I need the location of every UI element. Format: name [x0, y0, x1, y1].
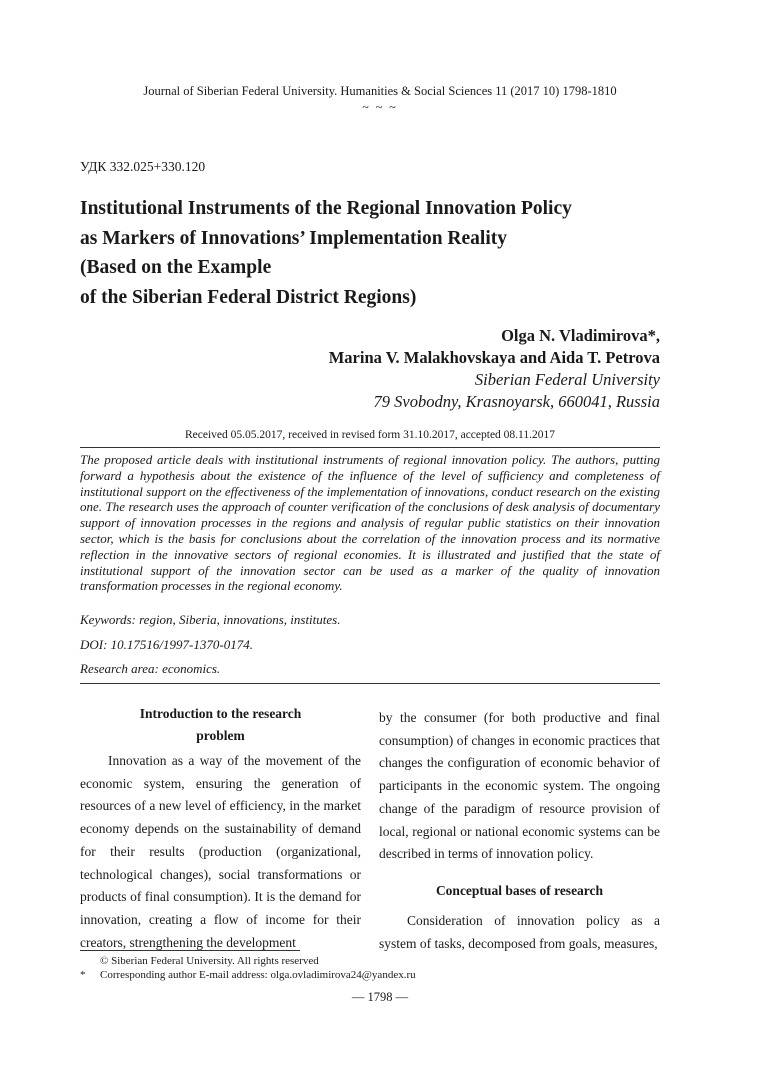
title-line: (Based on the Example	[80, 257, 272, 278]
footnote-corresponding	[80, 969, 416, 981]
left-column	[80, 703, 361, 954]
abstract: The proposed article deals with institutional instruments of regional innovation policy. The authors, putting forward a hypothesis about the existence of the influence of the level of sufficiency and completeness of institutional support on the effectiveness of the implementation of innovations, conduct research on the existing one. The research uses the approach of counter verification of the conclusions of desk analysis of documentary support of innovation processes in the regions and analysis of regular public statistics on their innovation sector, which is the basis for conclusions about the correlation of the innovation process and its normative reflection in the innovative sectors of regional economies. It is illustrated and justified that the state of institutional support of the innovation sector can be used as a marker of the quality of innovation transformation processes in the regional economy.	[80, 452, 660, 594]
udk-code: УДК 332.025+330.120	[80, 159, 206, 174]
received-dates: Received 05.05.2017, received in revised form 31.10.2017, accepted 08.11.2017	[184, 429, 556, 441]
affiliation: Siberian Federal University	[474, 370, 660, 389]
section-heading-intro	[80, 703, 361, 747]
author-block	[260, 325, 660, 413]
right-paragraph-2: Consideration of innovation policy as a system of tasks, decomposed from goals, measures,	[379, 912, 660, 951]
section-heading-conceptual: Conceptual bases of research	[435, 882, 604, 898]
heading-line: problem	[196, 728, 245, 743]
doi: DOI: 10.17516/1997-1370-0174.	[80, 637, 253, 652]
address: 79 Svobodny, Krasnoyarsk, 660041, Russia	[373, 392, 660, 411]
header-separator: ~ ~ ~	[362, 100, 398, 114]
abstract-bottom-rule	[80, 683, 660, 684]
footnote-rule	[80, 950, 300, 951]
intro-paragraph: Innovation as a way of the movement of the economic system, ensuring the generation of resources of a new level of efficiency, in the market economy depends on the sustainability of demand for their results (production (organizational, technological changes), social transformations or products of final consumption). It is the demand for innovation, creating a flow of income for their creators, strengthening the development	[80, 753, 361, 950]
corresponding-text: Corresponding author E-mail address: olga.ovladimirova24@yandex.ru	[100, 969, 416, 981]
right-paragraph-1: by the consumer (for both productive and final consumption) of changes in economic practices that changes the configuration of economic behavior of participants in the economic system. The ongoing change of the paradigm of resource provision of local, regional or national economic systems can be described in terms of innovation policy.	[379, 710, 660, 862]
keywords: Keywords: region, Siberia, innovations, institutes.	[80, 612, 341, 627]
right-column	[379, 707, 660, 955]
page-number: — 1798 —	[351, 990, 409, 1004]
article-title	[80, 194, 680, 312]
footnote-marker: *	[80, 969, 86, 981]
research-area: Research area: economics.	[80, 661, 221, 676]
copyright-text: © Siberian Federal University. All rights reserved	[100, 955, 319, 967]
journal-header: Journal of Siberian Federal University. Humanities & Social Sciences 11 (2017 10) 1798-1810	[143, 84, 617, 98]
title-line: of the Siberian Federal District Regions)	[80, 286, 417, 308]
title-line: Institutional Instruments of the Regional Innovation Policy	[80, 198, 572, 219]
title-line: as Markers of Innovations’ Implementation Reality	[80, 227, 507, 249]
abstract-top-rule	[80, 447, 660, 448]
author-line-1: Olga N. Vladimirova*,	[501, 326, 660, 345]
heading-line: Introduction to the research	[139, 706, 302, 721]
author-line-2: Marina V. Malakhovskaya and Aida T. Petrova	[328, 348, 660, 367]
footnote-copyright	[80, 955, 319, 967]
